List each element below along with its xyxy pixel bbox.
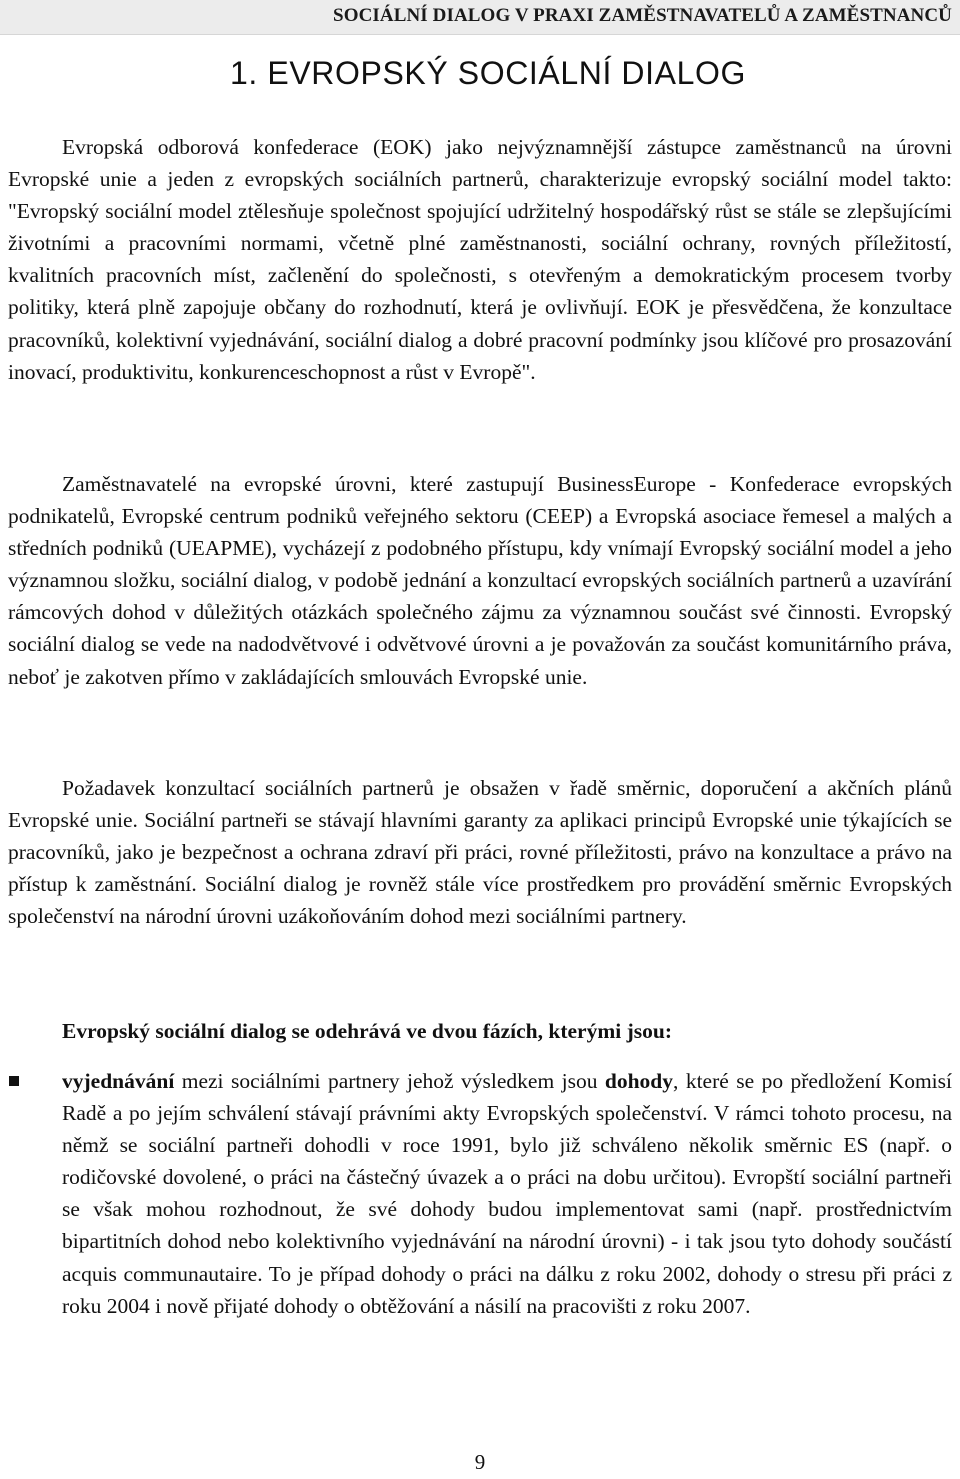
paragraph-eok: Evropská odborová konfederace (EOK) jako nejvýznamnější zástupce zaměstnanců na úrovni Evropské unie a jeden z evropských sociálních partnerů, charakterizuje evropský sociální model takto: "Evropský sociální model ztělesňuje společnost spojující udržitelný hospodářský růst se stále se zlepšujícími životními a pracovními normami, včetně plné zaměstnanosti, sociální ochrany, rovných příležitostí, kvalitních pracovních míst, začlenění do společnosti, s otevřeným a demokratickým procesem tvorby politiky, která plně zapojuje občany do rozhodnutí, která je ovlivňují. EOK je přesvědčena, že konzultace pracovníků, kolektivní vyjednávání, sociální dialog a dobré pracovní podmínky jsou klíčové pro prosazování inovací, produktivitu, konkurenceschopnost a růst v Evropě". <box>8 135 952 384</box>
item-text-part: , které se po předložení Komisí Radě a po jejím schválení stávají právními akty Evropských společenství. V rámci tohoto procesu, na němž se sociální partneři dohodli v roce 1991, bylo již schváleno několik směrnic ES (např. o rodičovské dovolené, o práci na částečný úvazek a o práci na dobu určitou). Evropští sociální partneři se však mohou rozhodnout, že své dohody budou implementovat sami (např. prostřednictvím bipartitních dohod nebo kolektivního vyjednávání na národní úrovni) - i tak jsou tyto dohody součástí acquis communautaire. To je případ dohody o práci na dálku z roku 2002, dohody o stresu při práci z roku 2004 i nově přijaté dohody o obtěžování a násilí na pracovišti z roku 2007. <box>62 1069 952 1318</box>
list-item <box>0 1065 952 1322</box>
paragraph-employers: Zaměstnavatelé na evropské úrovni, které zastupují BusinessEurope - Konfederace evropských podnikatelů, Evropské centrum podniků veřejného sektoru (CEEP) a Evropská asociace řemesel a malých a středních podniků (UEAPME), vycházejí z podobného přístupu, kdy vnímají Evropský sociální model a jeho významnou složku, sociální dialog, v podobě jednání a konzultací evropských sociálních partnerů a uzavírání rámcových dohod v důležitých otázkách společného zájmu za významnou součást své činnosti. Evropský sociální dialog se vede na nadodvětvové i odvětvové úrovni a je považován za součást komunitárního práva, neboť je zakotven přímo v zakládajících smlouvách Evropské unie. <box>8 472 952 689</box>
phases-list <box>0 1065 952 1322</box>
item-text-part: mezi sociálními partnery jehož výsledkem jsou <box>174 1069 605 1093</box>
term-negotiation: vyjednávání <box>62 1069 175 1093</box>
square-bullet-icon <box>9 1076 19 1086</box>
chapter-title: 1. EVROPSKÝ SOCIÁLNÍ DIALOG <box>230 55 746 91</box>
page-number: 9 <box>474 1450 486 1474</box>
phases-heading: Evropský sociální dialog se odehrává ve dvou fázích, kterými jsou: <box>62 1019 672 1043</box>
running-header-title: SOCIÁLNÍ DIALOG V PRAXI ZAMĚSTNAVATELŮ A ZAMĚSTNANCŮ <box>333 5 952 26</box>
term-agreements: dohody <box>604 1069 674 1093</box>
running-header <box>0 0 960 35</box>
paragraph-consultations: Požadavek konzultací sociálních partnerů je obsažen v řadě směrnic, doporučení a akčních plánů Evropské unie. Sociální partneři se stávají hlavními garanty za aplikaci principů Evropské unie týkajících se pracovníků, jako je bezpečnost a ochrana zdraví při práci, rovné příležitosti, právo na konzultace a právo na přístup k zaměstnání. Sociální dialog je rovněž stále více prostředkem pro provádění směrnic Evropských společenství na národní úrovni uzákoňováním dohod mezi sociálními partnery. <box>8 776 952 929</box>
